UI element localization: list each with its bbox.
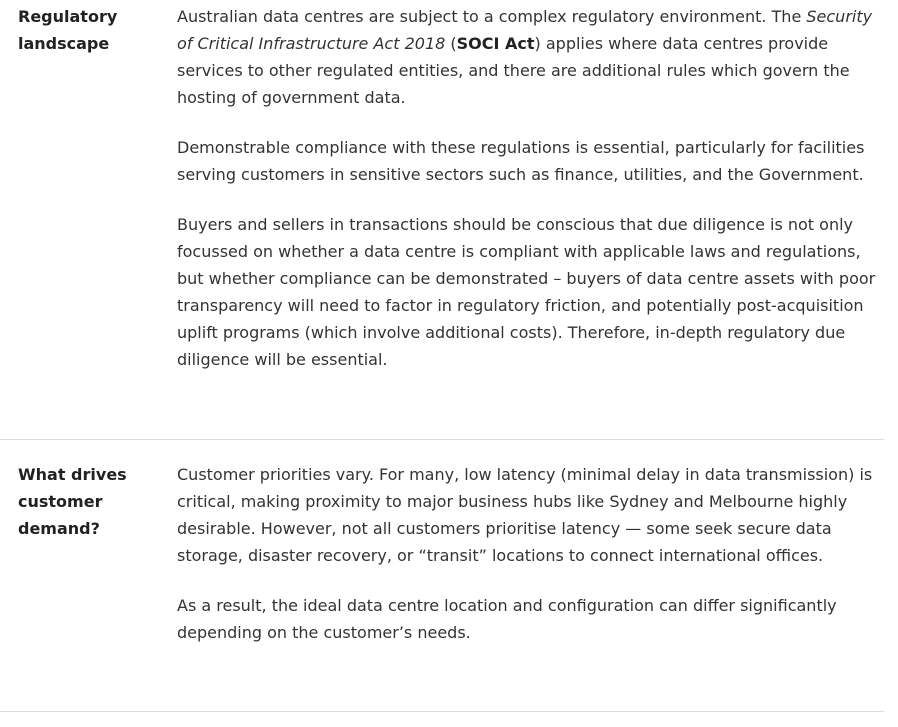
text: Australian data centres are subject to a complex regulatory environment. The bbox=[177, 7, 807, 26]
text: ( bbox=[445, 34, 457, 53]
row-heading-customer-demand: What drives customer demand? bbox=[18, 465, 127, 538]
paragraph: Demonstrable compliance with these regulations is essential, particularly for facilities serving customers in sensitive sectors such as finance, utilities, and the Government. bbox=[177, 138, 865, 184]
paragraph: Customer priorities vary. For many, low latency (minimal delay in data transmission) is critical, making proximity to major business hubs like Sydney and Melbourne highly desirable. However, not all customers prioritise latency — some seek secure data storage, disaster recovery, or “transit” locations to connect international offices. bbox=[177, 465, 873, 565]
table-row-customer-demand bbox=[0, 440, 884, 711]
row-divider bbox=[0, 711, 884, 712]
paragraph bbox=[177, 3, 877, 111]
act-short-bold: SOCI Act bbox=[456, 34, 535, 53]
row-heading-regulatory: Regulatory landscape bbox=[18, 7, 118, 53]
act-title-italic: Security of Critical Infrastructure Act 2018 bbox=[177, 7, 873, 53]
row-content-customer-demand bbox=[177, 461, 877, 669]
paragraph: As a result, the ideal data centre location and configuration can differ significantly depending on the customer’s needs. bbox=[177, 596, 837, 642]
paragraph: Buyers and sellers in transactions should be conscious that due diligence is not only focussed on whether a data centre is compliant with applicable laws and regulations, but whether compliance can be demonstrated – buyers of data centre assets with poor transparency will need to factor in regulatory friction, and potentially post-acquisition uplift programs (which involve additional costs). Therefore, in-depth regulatory due diligence will be essential. bbox=[177, 215, 876, 369]
text: ) applies where data centres provide services to other regulated entities, and there are additional rules which govern the hosting of government data. bbox=[177, 34, 850, 107]
row-content-regulatory bbox=[177, 3, 877, 396]
